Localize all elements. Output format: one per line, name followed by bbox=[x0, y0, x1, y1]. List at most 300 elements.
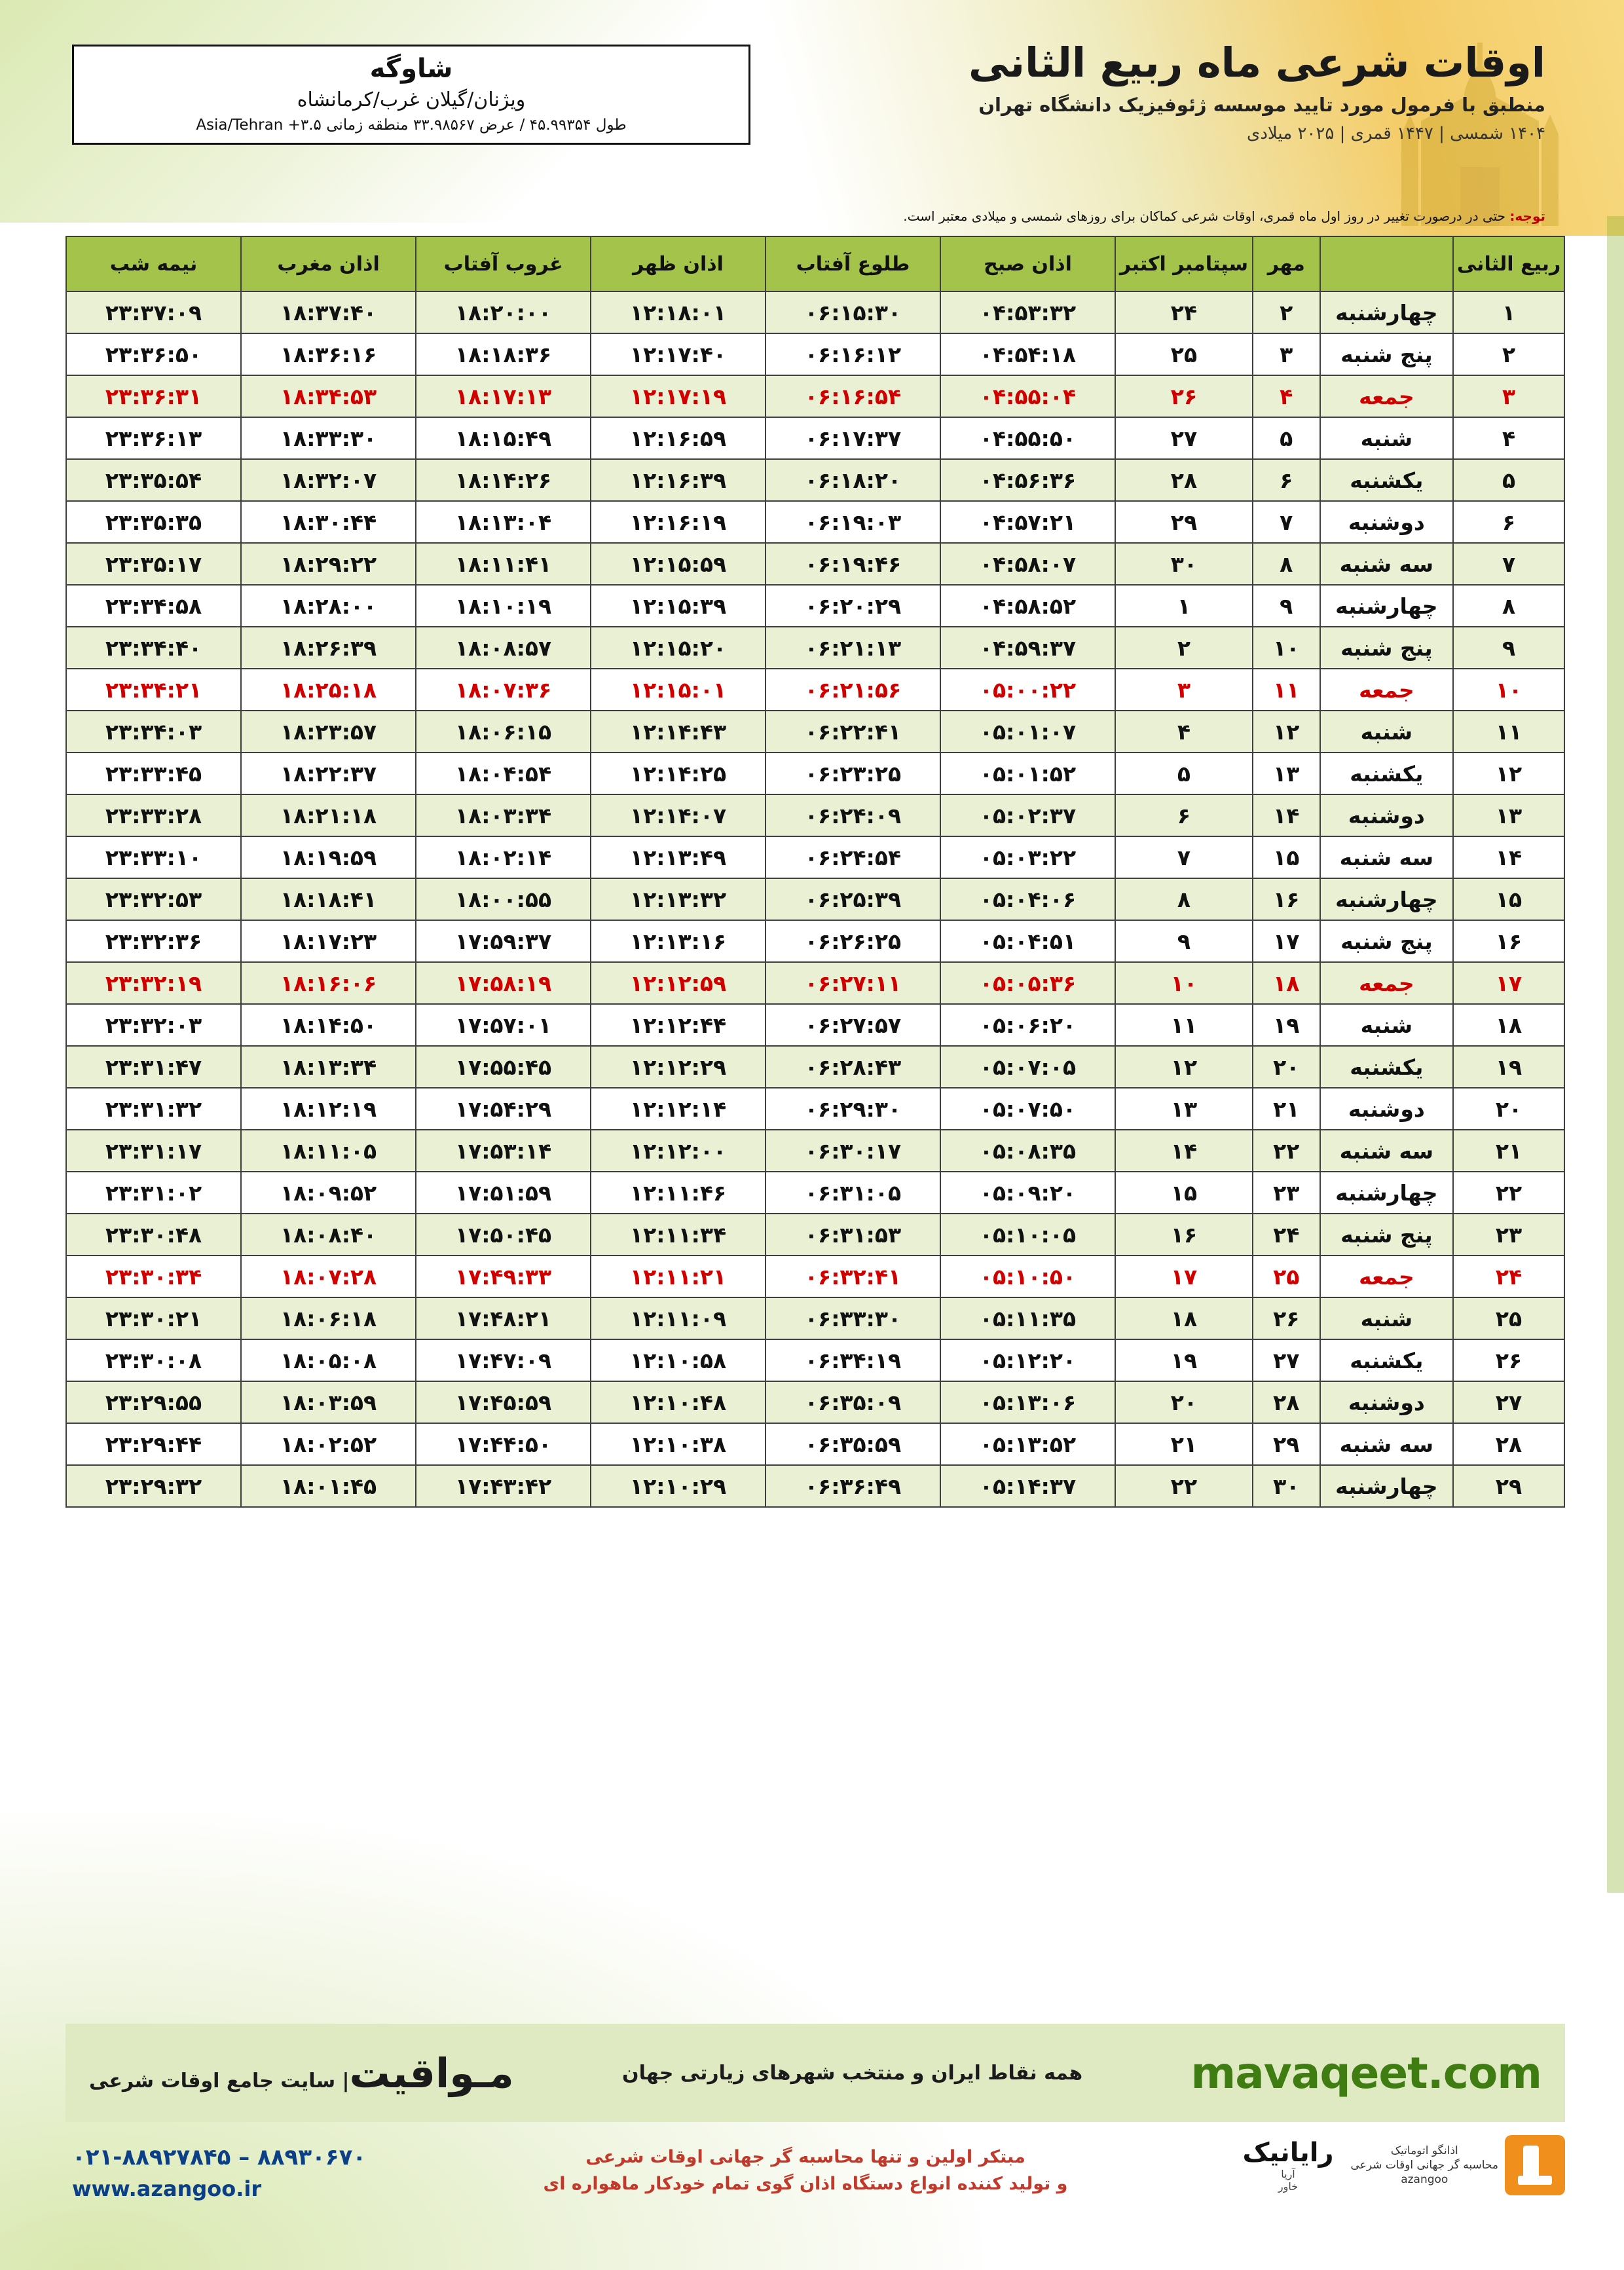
footer-brand-fa-sub: | سایت جامع اوقات شرعی bbox=[89, 2069, 350, 2093]
cell-fajr: ۰۵:۱۰:۵۰ bbox=[940, 1256, 1115, 1297]
cell-midnight: ۲۳:۲۹:۳۲ bbox=[66, 1465, 241, 1507]
cell-dhuhr: ۱۲:۱۷:۱۹ bbox=[591, 375, 766, 417]
footer-logos bbox=[1242, 2135, 1565, 2195]
cell-mehr: ۲ bbox=[1253, 291, 1320, 333]
cell-dhuhr: ۱۲:۱۳:۱۶ bbox=[591, 920, 766, 962]
cell-hijri-day: ۲۰ bbox=[1453, 1088, 1564, 1130]
table-header-row bbox=[66, 236, 1564, 291]
cell-maghrib: ۱۸:۱۹:۵۹ bbox=[241, 836, 416, 878]
cell-maghrib: ۱۸:۰۱:۴۵ bbox=[241, 1465, 416, 1507]
cell-maghrib: ۱۸:۱۷:۲۳ bbox=[241, 920, 416, 962]
footer-description bbox=[524, 2144, 1087, 2197]
cell-sunset: ۱۸:۰۴:۵۴ bbox=[416, 753, 591, 794]
cell-midnight: ۲۳:۳۲:۳۶ bbox=[66, 920, 241, 962]
cell-mehr: ۳۰ bbox=[1253, 1465, 1320, 1507]
cell-sunrise: ۰۶:۳۱:۰۵ bbox=[766, 1172, 940, 1214]
cell-sunrise: ۰۶:۳۱:۵۳ bbox=[766, 1214, 940, 1256]
cell-midnight: ۲۳:۳۱:۰۲ bbox=[66, 1172, 241, 1214]
table-row bbox=[66, 962, 1564, 1004]
cell-fajr: ۰۵:۱۰:۰۵ bbox=[940, 1214, 1115, 1256]
cell-gregorian: ۲۹ bbox=[1115, 501, 1253, 543]
table-row bbox=[66, 1339, 1564, 1381]
page-title: اوقات شرعی ماه ربیع الثانی bbox=[969, 39, 1545, 86]
cell-weekday: یکشنبه bbox=[1320, 753, 1453, 794]
cell-hijri-day: ۹ bbox=[1453, 627, 1564, 669]
cell-sunrise: ۰۶:۳۳:۳۰ bbox=[766, 1297, 940, 1339]
cell-weekday: یکشنبه bbox=[1320, 459, 1453, 501]
cell-maghrib: ۱۸:۳۳:۳۰ bbox=[241, 417, 416, 459]
table-row bbox=[66, 836, 1564, 878]
cell-hijri-day: ۱ bbox=[1453, 291, 1564, 333]
cell-sunrise: ۰۶:۳۲:۴۱ bbox=[766, 1256, 940, 1297]
cell-mehr: ۶ bbox=[1253, 459, 1320, 501]
cell-fajr: ۰۵:۱۴:۳۷ bbox=[940, 1465, 1115, 1507]
cell-hijri-day: ۱۲ bbox=[1453, 753, 1564, 794]
note-line bbox=[85, 208, 1545, 224]
cell-midnight: ۲۳:۳۵:۵۴ bbox=[66, 459, 241, 501]
cell-weekday: جمعه bbox=[1320, 962, 1453, 1004]
cell-sunrise: ۰۶:۱۸:۲۰ bbox=[766, 459, 940, 501]
footer-desc-line1: مبتکر اولین و تنها محاسبه گر جهانی اوقات شرعی bbox=[585, 2147, 1025, 2167]
rayaneek-sub1: آریا bbox=[1281, 2168, 1295, 2180]
cell-dhuhr: ۱۲:۱۵:۰۱ bbox=[591, 669, 766, 711]
cell-sunrise: ۰۶:۲۳:۲۵ bbox=[766, 753, 940, 794]
cell-sunset: ۱۷:۵۸:۱۹ bbox=[416, 962, 591, 1004]
cell-mehr: ۱۴ bbox=[1253, 794, 1320, 836]
cell-mehr: ۲۸ bbox=[1253, 1381, 1320, 1423]
cell-midnight: ۲۳:۳۱:۳۲ bbox=[66, 1088, 241, 1130]
cell-fajr: ۰۵:۰۵:۳۶ bbox=[940, 962, 1115, 1004]
cell-sunrise: ۰۶:۲۴:۰۹ bbox=[766, 794, 940, 836]
cell-gregorian: ۲۷ bbox=[1115, 417, 1253, 459]
cell-hijri-day: ۲۴ bbox=[1453, 1256, 1564, 1297]
cell-gregorian: ۲۴ bbox=[1115, 291, 1253, 333]
cell-gregorian: ۱۰ bbox=[1115, 962, 1253, 1004]
cell-dhuhr: ۱۲:۱۳:۴۹ bbox=[591, 836, 766, 878]
cell-maghrib: ۱۸:۲۱:۱۸ bbox=[241, 794, 416, 836]
footer-phone: ۰۲۱-۸۸۹۲۷۸۴۵ – ۸۸۹۳۰۶۷۰ bbox=[72, 2144, 367, 2170]
cell-weekday: دوشنبه bbox=[1320, 1381, 1453, 1423]
cell-mehr: ۲۷ bbox=[1253, 1339, 1320, 1381]
cell-maghrib: ۱۸:۲۶:۳۹ bbox=[241, 627, 416, 669]
cell-hijri-day: ۲۲ bbox=[1453, 1172, 1564, 1214]
note-label: توجه: bbox=[1509, 208, 1545, 224]
cell-sunset: ۱۸:۱۴:۲۶ bbox=[416, 459, 591, 501]
cell-weekday: چهارشنبه bbox=[1320, 1465, 1453, 1507]
cell-weekday: چهارشنبه bbox=[1320, 585, 1453, 627]
cell-sunset: ۱۷:۴۸:۲۱ bbox=[416, 1297, 591, 1339]
cell-sunrise: ۰۶:۱۹:۰۳ bbox=[766, 501, 940, 543]
table-row bbox=[66, 669, 1564, 711]
table-row bbox=[66, 543, 1564, 585]
cell-gregorian: ۱۲ bbox=[1115, 1046, 1253, 1088]
cell-weekday: یکشنبه bbox=[1320, 1046, 1453, 1088]
cell-mehr: ۷ bbox=[1253, 501, 1320, 543]
cell-weekday: سه شنبه bbox=[1320, 1423, 1453, 1465]
page-subtitle: منطبق با فرمول مورد تایید موسسه ژئوفیزیک دانشگاه تهران bbox=[978, 94, 1545, 117]
prayer-times-table bbox=[65, 236, 1565, 1508]
footer-brand-bar bbox=[65, 2024, 1565, 2122]
cell-sunrise: ۰۶:۲۹:۳۰ bbox=[766, 1088, 940, 1130]
cell-sunrise: ۰۶:۳۵:۰۹ bbox=[766, 1381, 940, 1423]
cell-weekday: یکشنبه bbox=[1320, 1339, 1453, 1381]
cell-fajr: ۰۴:۵۹:۳۷ bbox=[940, 627, 1115, 669]
cell-maghrib: ۱۸:۲۲:۳۷ bbox=[241, 753, 416, 794]
cell-dhuhr: ۱۲:۱۸:۰۱ bbox=[591, 291, 766, 333]
table-row bbox=[66, 1130, 1564, 1172]
cell-gregorian: ۶ bbox=[1115, 794, 1253, 836]
cell-midnight: ۲۳:۳۳:۲۸ bbox=[66, 794, 241, 836]
rayaneek-sub2: خاور bbox=[1278, 2180, 1299, 2193]
cell-weekday: دوشنبه bbox=[1320, 501, 1453, 543]
cell-midnight: ۲۳:۲۹:۵۵ bbox=[66, 1381, 241, 1423]
cell-gregorian: ۱۱ bbox=[1115, 1004, 1253, 1046]
rayaneek-brand: رایانیک bbox=[1242, 2138, 1334, 2168]
cell-fajr: ۰۵:۰۷:۵۰ bbox=[940, 1088, 1115, 1130]
table-row bbox=[66, 375, 1564, 417]
cell-midnight: ۲۳:۳۶:۳۱ bbox=[66, 375, 241, 417]
cell-midnight: ۲۳:۳۲:۱۹ bbox=[66, 962, 241, 1004]
azangoo-logo bbox=[1351, 2135, 1565, 2195]
cell-fajr: ۰۴:۵۳:۳۲ bbox=[940, 291, 1115, 333]
cell-sunrise: ۰۶:۳۴:۱۹ bbox=[766, 1339, 940, 1381]
header-mehr: مهر bbox=[1253, 236, 1320, 291]
cell-fajr: ۰۵:۰۱:۰۷ bbox=[940, 711, 1115, 753]
cell-dhuhr: ۱۲:۱۲:۱۴ bbox=[591, 1088, 766, 1130]
table-row bbox=[66, 1381, 1564, 1423]
table-row bbox=[66, 627, 1564, 669]
cell-dhuhr: ۱۲:۱۲:۴۴ bbox=[591, 1004, 766, 1046]
cell-fajr: ۰۵:۱۱:۳۵ bbox=[940, 1297, 1115, 1339]
table-row bbox=[66, 1423, 1564, 1465]
header-weekday bbox=[1320, 236, 1453, 291]
cell-gregorian: ۱۳ bbox=[1115, 1088, 1253, 1130]
cell-dhuhr: ۱۲:۱۰:۳۸ bbox=[591, 1423, 766, 1465]
cell-midnight: ۲۳:۳۰:۴۸ bbox=[66, 1214, 241, 1256]
header-gregorian: سپتامبر اکتبر bbox=[1115, 236, 1253, 291]
cell-weekday: چهارشنبه bbox=[1320, 878, 1453, 920]
cell-fajr: ۰۵:۱۳:۵۲ bbox=[940, 1423, 1115, 1465]
cell-midnight: ۲۳:۳۴:۴۰ bbox=[66, 627, 241, 669]
cell-weekday: چهارشنبه bbox=[1320, 1172, 1453, 1214]
cell-sunset: ۱۷:۴۴:۵۰ bbox=[416, 1423, 591, 1465]
cell-mehr: ۱۲ bbox=[1253, 711, 1320, 753]
cell-mehr: ۱۵ bbox=[1253, 836, 1320, 878]
table-row bbox=[66, 585, 1564, 627]
cell-maghrib: ۱۸:۲۹:۲۲ bbox=[241, 543, 416, 585]
cell-mehr: ۳ bbox=[1253, 333, 1320, 375]
table-row bbox=[66, 794, 1564, 836]
cell-maghrib: ۱۸:۱۳:۳۴ bbox=[241, 1046, 416, 1088]
cell-weekday: سه شنبه bbox=[1320, 836, 1453, 878]
cell-sunset: ۱۷:۵۵:۴۵ bbox=[416, 1046, 591, 1088]
cell-hijri-day: ۲۵ bbox=[1453, 1297, 1564, 1339]
cell-sunrise: ۰۶:۲۶:۲۵ bbox=[766, 920, 940, 962]
cell-gregorian: ۲۵ bbox=[1115, 333, 1253, 375]
cell-maghrib: ۱۸:۳۴:۵۳ bbox=[241, 375, 416, 417]
cell-midnight: ۲۳:۳۳:۴۵ bbox=[66, 753, 241, 794]
cell-sunrise: ۰۶:۲۸:۴۳ bbox=[766, 1046, 940, 1088]
cell-gregorian: ۱۹ bbox=[1115, 1339, 1253, 1381]
cell-midnight: ۲۳:۳۰:۰۸ bbox=[66, 1339, 241, 1381]
cell-hijri-day: ۳ bbox=[1453, 375, 1564, 417]
cell-fajr: ۰۵:۰۰:۲۲ bbox=[940, 669, 1115, 711]
cell-dhuhr: ۱۲:۱۴:۲۵ bbox=[591, 753, 766, 794]
cell-dhuhr: ۱۲:۱۰:۴۸ bbox=[591, 1381, 766, 1423]
table-row bbox=[66, 1172, 1564, 1214]
cell-dhuhr: ۱۲:۱۵:۲۰ bbox=[591, 627, 766, 669]
cell-dhuhr: ۱۲:۱۰:۲۹ bbox=[591, 1465, 766, 1507]
cell-midnight: ۲۳:۳۱:۴۷ bbox=[66, 1046, 241, 1088]
cell-dhuhr: ۱۲:۱۵:۵۹ bbox=[591, 543, 766, 585]
cell-gregorian: ۳ bbox=[1115, 669, 1253, 711]
cell-sunset: ۱۷:۵۱:۵۹ bbox=[416, 1172, 591, 1214]
cell-midnight: ۲۳:۳۰:۳۴ bbox=[66, 1256, 241, 1297]
cell-fajr: ۰۵:۰۸:۳۵ bbox=[940, 1130, 1115, 1172]
cell-fajr: ۰۵:۰۲:۳۷ bbox=[940, 794, 1115, 836]
cell-weekday: پنج شنبه bbox=[1320, 627, 1453, 669]
table-row bbox=[66, 417, 1564, 459]
cell-mehr: ۹ bbox=[1253, 585, 1320, 627]
cell-fajr: ۰۴:۵۸:۵۲ bbox=[940, 585, 1115, 627]
cell-mehr: ۴ bbox=[1253, 375, 1320, 417]
cell-maghrib: ۱۸:۲۵:۱۸ bbox=[241, 669, 416, 711]
cell-maghrib: ۱۸:۱۴:۵۰ bbox=[241, 1004, 416, 1046]
cell-weekday: دوشنبه bbox=[1320, 1088, 1453, 1130]
cell-fajr: ۰۴:۵۶:۳۶ bbox=[940, 459, 1115, 501]
cell-sunset: ۱۸:۱۸:۳۶ bbox=[416, 333, 591, 375]
cell-sunset: ۱۷:۴۷:۰۹ bbox=[416, 1339, 591, 1381]
cell-midnight: ۲۳:۳۳:۱۰ bbox=[66, 836, 241, 878]
cell-midnight: ۲۳:۲۹:۴۴ bbox=[66, 1423, 241, 1465]
cell-sunrise: ۰۶:۱۶:۵۴ bbox=[766, 375, 940, 417]
cell-weekday: پنج شنبه bbox=[1320, 333, 1453, 375]
cell-dhuhr: ۱۲:۱۲:۵۹ bbox=[591, 962, 766, 1004]
cell-hijri-day: ۲۶ bbox=[1453, 1339, 1564, 1381]
cell-weekday: جمعه bbox=[1320, 669, 1453, 711]
footer-bottom bbox=[65, 2135, 1565, 2233]
cell-gregorian: ۲۸ bbox=[1115, 459, 1253, 501]
cell-hijri-day: ۶ bbox=[1453, 501, 1564, 543]
cell-gregorian: ۵ bbox=[1115, 753, 1253, 794]
table-row bbox=[66, 1214, 1564, 1256]
cell-midnight: ۲۳:۳۰:۲۱ bbox=[66, 1297, 241, 1339]
cell-mehr: ۲۱ bbox=[1253, 1088, 1320, 1130]
azangoo-logo-text bbox=[1351, 2144, 1498, 2187]
table-row bbox=[66, 753, 1564, 794]
table-row bbox=[66, 1256, 1564, 1297]
cell-weekday: شنبه bbox=[1320, 417, 1453, 459]
decorative-side-bar bbox=[1607, 216, 1624, 1893]
cell-sunrise: ۰۶:۳۶:۴۹ bbox=[766, 1465, 940, 1507]
table-body bbox=[66, 291, 1564, 1507]
cell-fajr: ۰۵:۱۲:۲۰ bbox=[940, 1339, 1115, 1381]
cell-hijri-day: ۷ bbox=[1453, 543, 1564, 585]
cell-midnight: ۲۳:۳۲:۵۳ bbox=[66, 878, 241, 920]
cell-hijri-day: ۸ bbox=[1453, 585, 1564, 627]
cell-midnight: ۲۳:۳۲:۰۳ bbox=[66, 1004, 241, 1046]
cell-gregorian: ۹ bbox=[1115, 920, 1253, 962]
cell-fajr: ۰۵:۰۷:۰۵ bbox=[940, 1046, 1115, 1088]
cell-dhuhr: ۱۲:۱۴:۴۳ bbox=[591, 711, 766, 753]
cell-mehr: ۲۳ bbox=[1253, 1172, 1320, 1214]
cell-maghrib: ۱۸:۲۳:۵۷ bbox=[241, 711, 416, 753]
location-coordinates: طول ۴۵.۹۹۳۵۴ / عرض ۳۳.۹۸۵۶۷ منطقه زمانی ۳.۵+ Asia/Tehran bbox=[196, 117, 627, 134]
cell-fajr: ۰۵:۰۶:۲۰ bbox=[940, 1004, 1115, 1046]
cell-maghrib: ۱۸:۰۵:۰۸ bbox=[241, 1339, 416, 1381]
table-row bbox=[66, 878, 1564, 920]
cell-sunrise: ۰۶:۲۱:۱۳ bbox=[766, 627, 940, 669]
cell-gregorian: ۳۰ bbox=[1115, 543, 1253, 585]
cell-sunrise: ۰۶:۲۵:۳۹ bbox=[766, 878, 940, 920]
footer-site-url[interactable]: mavaqeet.com bbox=[1190, 2047, 1541, 2098]
cell-hijri-day: ۵ bbox=[1453, 459, 1564, 501]
cell-weekday: شنبه bbox=[1320, 711, 1453, 753]
footer-website[interactable]: www.azangoo.ir bbox=[72, 2176, 262, 2202]
cell-midnight: ۲۳:۳۴:۲۱ bbox=[66, 669, 241, 711]
cell-hijri-day: ۲ bbox=[1453, 333, 1564, 375]
cell-sunset: ۱۸:۰۷:۳۶ bbox=[416, 669, 591, 711]
cell-maghrib: ۱۸:۳۷:۴۰ bbox=[241, 291, 416, 333]
cell-sunrise: ۰۶:۳۵:۵۹ bbox=[766, 1423, 940, 1465]
cell-hijri-day: ۱۸ bbox=[1453, 1004, 1564, 1046]
cell-mehr: ۱۰ bbox=[1253, 627, 1320, 669]
cell-gregorian: ۴ bbox=[1115, 711, 1253, 753]
cell-weekday: دوشنبه bbox=[1320, 794, 1453, 836]
cell-sunrise: ۰۶:۱۶:۱۲ bbox=[766, 333, 940, 375]
footer-contact bbox=[72, 2142, 366, 2205]
page-header bbox=[694, 39, 1545, 143]
cell-hijri-day: ۱۴ bbox=[1453, 836, 1564, 878]
cell-weekday: چهارشنبه bbox=[1320, 291, 1453, 333]
cell-dhuhr: ۱۲:۱۴:۰۷ bbox=[591, 794, 766, 836]
footer-desc-line2: و تولید کننده انواع دستگاه اذان گوی تمام خودکار ماهواره ای bbox=[543, 2173, 1068, 2194]
footer-brand-fa bbox=[89, 2049, 514, 2097]
cell-sunset: ۱۷:۴۳:۴۲ bbox=[416, 1465, 591, 1507]
cell-mehr: ۱۷ bbox=[1253, 920, 1320, 962]
cell-midnight: ۲۳:۳۵:۱۷ bbox=[66, 543, 241, 585]
cell-hijri-day: ۴ bbox=[1453, 417, 1564, 459]
cell-sunrise: ۰۶:۱۷:۳۷ bbox=[766, 417, 940, 459]
table-row bbox=[66, 711, 1564, 753]
cell-maghrib: ۱۸:۱۱:۰۵ bbox=[241, 1130, 416, 1172]
cell-dhuhr: ۱۲:۱۱:۲۱ bbox=[591, 1256, 766, 1297]
table-row bbox=[66, 333, 1564, 375]
cell-sunset: ۱۸:۰۶:۱۵ bbox=[416, 711, 591, 753]
cell-dhuhr: ۱۲:۱۱:۳۴ bbox=[591, 1214, 766, 1256]
table-row bbox=[66, 459, 1564, 501]
cell-sunrise: ۰۶:۲۲:۴۱ bbox=[766, 711, 940, 753]
cell-dhuhr: ۱۲:۱۱:۰۹ bbox=[591, 1297, 766, 1339]
cell-hijri-day: ۱۰ bbox=[1453, 669, 1564, 711]
cell-dhuhr: ۱۲:۱۶:۳۹ bbox=[591, 459, 766, 501]
cell-dhuhr: ۱۲:۱۶:۱۹ bbox=[591, 501, 766, 543]
cell-gregorian: ۲ bbox=[1115, 627, 1253, 669]
cell-weekday: پنج شنبه bbox=[1320, 1214, 1453, 1256]
cell-mehr: ۲۵ bbox=[1253, 1256, 1320, 1297]
cell-sunset: ۱۸:۱۳:۰۴ bbox=[416, 501, 591, 543]
cell-gregorian: ۲۰ bbox=[1115, 1381, 1253, 1423]
cell-weekday: پنج شنبه bbox=[1320, 920, 1453, 962]
cell-weekday: جمعه bbox=[1320, 1256, 1453, 1297]
cell-gregorian: ۲۱ bbox=[1115, 1423, 1253, 1465]
table-row bbox=[66, 291, 1564, 333]
cell-maghrib: ۱۸:۱۶:۰۶ bbox=[241, 962, 416, 1004]
header-maghrib: اذان مغرب bbox=[241, 236, 416, 291]
cell-maghrib: ۱۸:۰۷:۲۸ bbox=[241, 1256, 416, 1297]
cell-hijri-day: ۲۷ bbox=[1453, 1381, 1564, 1423]
cell-dhuhr: ۱۲:۱۳:۳۲ bbox=[591, 878, 766, 920]
cell-gregorian: ۱۵ bbox=[1115, 1172, 1253, 1214]
cell-maghrib: ۱۸:۰۲:۵۲ bbox=[241, 1423, 416, 1465]
cell-maghrib: ۱۸:۱۸:۴۱ bbox=[241, 878, 416, 920]
cell-sunset: ۱۷:۵۰:۴۵ bbox=[416, 1214, 591, 1256]
cell-weekday: شنبه bbox=[1320, 1297, 1453, 1339]
cell-sunset: ۱۸:۰۸:۵۷ bbox=[416, 627, 591, 669]
cell-sunrise: ۰۶:۲۷:۵۷ bbox=[766, 1004, 940, 1046]
cell-dhuhr: ۱۲:۱۵:۳۹ bbox=[591, 585, 766, 627]
header-midnight: نیمه شب bbox=[66, 236, 241, 291]
cell-gregorian: ۲۶ bbox=[1115, 375, 1253, 417]
cell-maghrib: ۱۸:۳۶:۱۶ bbox=[241, 333, 416, 375]
cell-midnight: ۲۳:۳۶:۵۰ bbox=[66, 333, 241, 375]
cell-dhuhr: ۱۲:۱۶:۵۹ bbox=[591, 417, 766, 459]
cell-gregorian: ۱۴ bbox=[1115, 1130, 1253, 1172]
cell-weekday: شنبه bbox=[1320, 1004, 1453, 1046]
cell-sunrise: ۰۶:۲۱:۵۶ bbox=[766, 669, 940, 711]
cell-maghrib: ۱۸:۰۳:۵۹ bbox=[241, 1381, 416, 1423]
cell-gregorian: ۸ bbox=[1115, 878, 1253, 920]
cell-mehr: ۲۹ bbox=[1253, 1423, 1320, 1465]
cell-fajr: ۰۴:۵۴:۱۸ bbox=[940, 333, 1115, 375]
location-city: شاوگه bbox=[369, 54, 453, 84]
table-row bbox=[66, 1465, 1564, 1507]
cell-sunrise: ۰۶:۲۴:۵۴ bbox=[766, 836, 940, 878]
cell-fajr: ۰۴:۵۵:۵۰ bbox=[940, 417, 1115, 459]
cell-hijri-day: ۱۱ bbox=[1453, 711, 1564, 753]
cell-fajr: ۰۵:۰۴:۵۱ bbox=[940, 920, 1115, 962]
cell-maghrib: ۱۸:۰۹:۵۲ bbox=[241, 1172, 416, 1214]
cell-fajr: ۰۵:۱۳:۰۶ bbox=[940, 1381, 1115, 1423]
cell-weekday: جمعه bbox=[1320, 375, 1453, 417]
cell-dhuhr: ۱۲:۱۱:۴۶ bbox=[591, 1172, 766, 1214]
cell-gregorian: ۱۷ bbox=[1115, 1256, 1253, 1297]
cell-gregorian: ۷ bbox=[1115, 836, 1253, 878]
cell-mehr: ۱۹ bbox=[1253, 1004, 1320, 1046]
cell-gregorian: ۲۲ bbox=[1115, 1465, 1253, 1507]
cell-sunrise: ۰۶:۳۰:۱۷ bbox=[766, 1130, 940, 1172]
header-dhuhr: اذان ظهر bbox=[591, 236, 766, 291]
cell-fajr: ۰۵:۰۹:۲۰ bbox=[940, 1172, 1115, 1214]
cell-hijri-day: ۱۵ bbox=[1453, 878, 1564, 920]
azangoo-brand: اذانگو اتوماتیک bbox=[1390, 2144, 1458, 2157]
cell-maghrib: ۱۸:۰۸:۴۰ bbox=[241, 1214, 416, 1256]
cell-mehr: ۲۴ bbox=[1253, 1214, 1320, 1256]
cell-sunset: ۱۷:۵۹:۳۷ bbox=[416, 920, 591, 962]
cell-sunset: ۱۷:۴۵:۵۹ bbox=[416, 1381, 591, 1423]
cell-sunset: ۱۸:۲۰:۰۰ bbox=[416, 291, 591, 333]
table-head bbox=[66, 236, 1564, 291]
cell-maghrib: ۱۸:۲۸:۰۰ bbox=[241, 585, 416, 627]
cell-mehr: ۲۰ bbox=[1253, 1046, 1320, 1088]
cell-dhuhr: ۱۲:۱۲:۲۹ bbox=[591, 1046, 766, 1088]
cell-mehr: ۸ bbox=[1253, 543, 1320, 585]
cell-maghrib: ۱۸:۱۲:۱۹ bbox=[241, 1088, 416, 1130]
cell-mehr: ۲۲ bbox=[1253, 1130, 1320, 1172]
cell-gregorian: ۱۸ bbox=[1115, 1297, 1253, 1339]
cell-midnight: ۲۳:۳۴:۵۸ bbox=[66, 585, 241, 627]
cell-sunset: ۱۷:۵۳:۱۴ bbox=[416, 1130, 591, 1172]
